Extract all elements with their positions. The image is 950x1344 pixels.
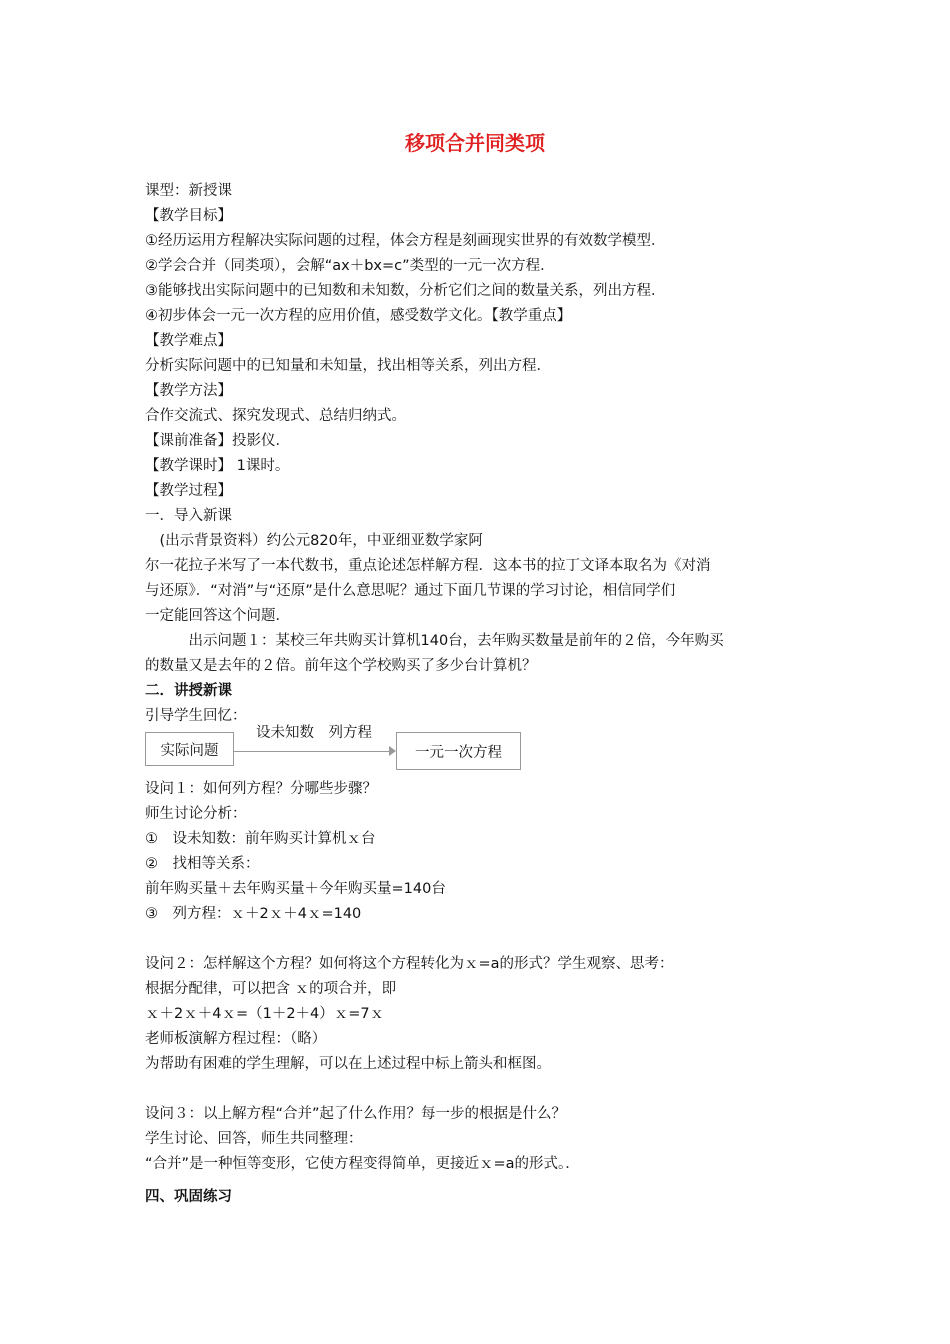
page-title: 移项合并同类项 (405, 131, 545, 155)
paragraph-1-line-2: 尔一花拉子米写了一本代数书，重点论述怎样解方程．这本书的拉丁文译本取名为《对消 (145, 558, 711, 574)
goal-4: ④初步体会一元一次方程的应用价值，感受数学文化。【教学重点】 (145, 308, 572, 324)
section-4-heading: 四、巩固练习 (145, 1189, 232, 1205)
question-1: 设问１：如何列方程？分哪些步骤？ (145, 781, 377, 797)
discussion-label: 师生讨论分析： (145, 806, 247, 822)
guide-text: 引导学生回忆： (145, 708, 247, 724)
problem-1-line-2: 的数量又是去年的２倍。前年这个学校购买了多少台计算机？ (145, 658, 537, 674)
course-type: 课型：新授课 (145, 183, 232, 199)
flow-box-real-problem: 实际问题 (145, 732, 234, 766)
problem-1-line-1: 出示问题１：某校三年共购买计算机140台，去年购买数量是前年的２倍，今年购买 (145, 633, 724, 649)
section-2-heading: 二．讲授新课 (145, 683, 232, 699)
step-1: ① 设未知数：前年购买计算机ｘ台 (145, 831, 376, 847)
question-3: 设问３：以上解方程“合并”起了什么作用？每一步的根据是什么？ (145, 1106, 567, 1122)
flow-arrow-head-icon (389, 746, 396, 756)
heading-process: 【教学过程】 (145, 483, 232, 499)
step-2: ② 找相等关系： (145, 856, 260, 872)
flow-arrow-line (234, 751, 390, 752)
goal-3: ③能够找出实际问题中的已知数和未知数，分析它们之间的数量关系，列出方程． (145, 283, 666, 299)
paragraph-1-line-1: (出示背景资料）约公元820年，中亚细亚数学家阿 (145, 533, 483, 549)
distributive-text: 根据分配律，可以把含 ｘ的项合并，即 (145, 981, 397, 997)
help-text: 为帮助有困难的学生理解，可以在上述过程中标上箭头和框图。 (145, 1056, 551, 1072)
heading-difficulty: 【教学难点】 (145, 333, 232, 349)
answer-text: 学生讨论、回答，师生共同整理： (145, 1131, 363, 1147)
paragraph-1-line-3: 与还原》．“对消”与“还原”是什么意思呢？通过下面几节课的学习讨论，相信同学们 (145, 583, 676, 599)
prep-text: 【课前准备】投影仪． (145, 433, 290, 449)
heading-goals: 【教学目标】 (145, 208, 232, 224)
relation-text: 前年购买量＋去年购买量＋今年购买量=140台 (145, 881, 446, 897)
difficulty-text: 分析实际问题中的已知量和未知量，找出相等关系，列出方程． (145, 358, 551, 374)
method-text: 合作交流式、探究发现式、总结归纳式。 (145, 408, 406, 424)
paragraph-1-line-4: 一定能回答这个问题． (145, 608, 290, 624)
goal-2: ②学会合并（同类项），会解“ax＋bx=c”类型的一元一次方程． (145, 258, 555, 274)
step-3: ③ 列方程：ｘ＋2ｘ＋4ｘ=140 (145, 906, 362, 922)
conclusion-text: “合并”是一种恒等变形，它使方程变得简单，更接近ｘ=a的形式。． (145, 1156, 580, 1172)
section-1-heading: 一．导入新课 (145, 508, 232, 524)
combine-equation: ｘ＋2ｘ＋4ｘ=（1＋2＋4）ｘ=7ｘ (145, 1006, 385, 1022)
flow-arrow-label: 设未知数 列方程 (256, 725, 372, 741)
question-2: 设问２：怎样解这个方程？如何将这个方程转化为ｘ=a的形式？学生观察、思考： (145, 956, 674, 972)
hours-text: 【教学课时】 1课时。 (145, 458, 290, 474)
goal-1: ①经历运用方程解决实际问题的过程，体会方程是刻画现实世界的有效数学模型． (145, 233, 666, 249)
heading-method: 【教学方法】 (145, 383, 232, 399)
flow-box-linear-equation: 一元一次方程 (396, 732, 521, 770)
board-demo-text: 老师板演解方程过程：（略） (145, 1031, 327, 1047)
